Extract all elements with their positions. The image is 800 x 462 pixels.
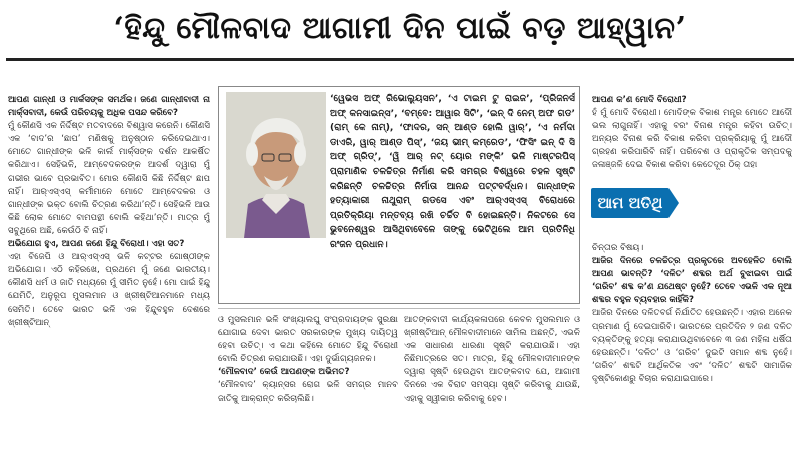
answer-paragraph: ମୁଁ କୌଣସି ଏକ ନିର୍ଦ୍ଦିଷ୍ଟ ମତବାଦରେ ବିଶ୍ୱାସ କରେନି। କୌଣସି ଏକ ‘ବାଦ’ର ‘ଛାପ’ ମଣିଷକୁ ଅନୁଷ୍ଠାନ କରିଦେଇଥାଏ। ମୋତେ ଗାନ୍ଧୀଙ୍କ ଭଳି କାର୍ଲ ମାର୍କ୍ସଙ୍କ ଦର୍ଶନ ଆକର୍ଷିତ କରିଥାଏ। ସେହିଭଳି, ଆମ୍ବେଦକରଙ୍କ ଆଦର୍ଶ ଦ୍ୱାରା ମୁଁ ଗଭୀର ଭାବେ ପ୍ରଭାବିତ। ମୋର କୌଣସି କିଛି ନିର୍ଦ୍ଦିଷ୍ଟ ଛାପ ନାହିଁ। ଆର୍‌ଏସ୍‌ଏସ୍ କର୍ମୀମାନେ ମୋତେ ଆମ୍ବେଦକର ଓ ଗାନ୍ଧୀଙ୍କ ଭକ୍ତ ବୋଲି ଚିତ୍ରଣ କରିଥା’ନ୍ତି। ସେହିଭଳି ଆଉ କିଛି ଲୋକ ମୋତେ ବାମପନ୍ଥୀ ବୋଲି କହିଥା’ନ୍ତି। ମାତ୍ର ମୁଁ ସବୁଥିରେ ଅଛି, କେଉଁଠି ବି ନାହିଁ। — [8, 121, 210, 236]
headline: ‘ହିନ୍ଦୁ ମୌଳବାଦ ଆଗାମୀ ଦିନ ପାଇଁ ବଡ଼ ଆହ୍ୱାନ’ — [113, 10, 687, 46]
question-paragraph: ଆଜିର ଦିନରେ ଚଳଚ୍ଚିତ୍ର ପ୍ରକୃତରେ ଅବହେଳିତ ବୋଲି ଆପଣ ଭାବନ୍ତି? ‘ଦଳିତ’ ଶବ୍ଦର ଅର୍ଥ ବୁଝାଇବା ପାଇଁ ‘ଗରିବ’ ଶବ୍ଦ କ’ଣ ଯଥେଷ୍ଟ ନୁହେଁ? ତେବେ ଏଭଳି ଏକ ନୂଆ ଶବ୍ଦର ବହୁଳ ବ୍ୟବହାର କାହିଁକି? — [592, 256, 792, 306]
column-3 — [404, 314, 580, 458]
guest-badge: ଆମ ଅତିଥି — [591, 188, 669, 218]
intro-text: ‘ୱେଭସ ଅଫ୍ ରିଭୋଲ୍ୟୁସନ’, ‘ଏ ଟାଇମ ଟୁ ରାଇଜ’, ‘ପ୍ରିଜନର୍ସ ଅଫ୍ କନସାଇନ୍ସ’, ‘ବମ୍ବେ: ଆୱାର ସିଟି’, ‘ଇନ୍ ଦି ନେମ୍ ଅଫ ଗଡ’ (ରାମ୍ କେ ନାମ୍), ‘ଫାଦର, ସନ୍ ଆଣ୍ଡ ହୋଲି ୱାର୍’, ‘ଏ ନର୍ମଦା ଡାଏରି, ୱାର୍ ଆଣ୍ଡ ପିସ୍’, ‘ଜୟ ଭୀମ୍ କମ୍ରେଡ’, ‘ଫିସିଂ ଇନ୍ ଦି ସି ଅଫ୍ ଗ୍ରିଡ୍’, ‘ୱି ଆର୍ ନଟ୍ ୟୋର ମଙ୍କି’ ଭଳି ମାଷ୍ଟରପିସ୍ ପ୍ରାମାଣିକ ଚଳଚ୍ଚିତ୍ର ନିର୍ମାଣ କରି ସମଗ୍ର ବିଶ୍ୱରେ ଚହଳ ସୃଷ୍ଟି କରିଛନ୍ତି ଚଳଚ୍ଚିତ୍ର ନିର୍ମାତା ଆନନ୍ଦ ପଟ୍ଟବର୍ଦ୍ଧନ। ଗାନ୍ଧୀଙ୍କ ହତ୍ୟାକାରୀ ନାଥୁରାମ୍ ଗଡସେ ଏବଂ ଆର୍‌ଏସ୍‌ଏସ୍ ବିରୋଧରେ ପ୍ରତିକ୍ରିୟା ମନ୍ତବ୍ୟ ରଖି ଚର୍ଚ୍ଚିତ ବି ହୋଇଛନ୍ତି। ନିକଟରେ ସେ ଭୁବନେଶ୍ୱର ଆସିଥିବାବେଳେ ତାଙ୍କୁ ଭେଟିଥିଲେ ଆମ ପ୍ରତିନିଧି ରଂଜନ ପ୍ରଧାନ। — [330, 93, 575, 250]
box-bottom-rule — [218, 308, 580, 309]
question-paragraph: ଆପଣ କ’ଣ ମୋଦି ବିରୋଧୀ? — [592, 95, 687, 105]
column-4-side — [684, 190, 792, 242]
answer-paragraph: ଏହା ବିଜେପି ଓ ଆର୍‌ଏସ୍‌ଏସ୍ ଭଳି କଟ୍ଟର ଗୋଷ୍ଠୀଙ୍କ ଅଭିଯୋଗ। ଏଠି କହିରଖେ, ପ୍ରଥମେ ମୁଁ ଜଣେ ଭାରତୀୟ। କୌଣସି ଧର୍ମ ଓ ଜାତି ମଧ୍ୟରେ ମୁଁ ସୀମିତ ନୁହେଁ। ମୋ ପାଇଁ ହିନ୍ଦୁ ଯେମିତି, ଅନୁରୂପ ମୁସଲମାନ ଓ ଖ୍ରୀଷ୍ଟିଆନମାନେ ମଧ୍ୟ ସେମିତି। ତେବେ ଭାରତ ଭଳି ଏକ ହିନ୍ଦୁବହୁଳ ଦେଶରେ ଖ୍ରୀଷ୍ଟିଆନ୍ — [8, 252, 210, 328]
column-4-bottom — [592, 242, 792, 458]
headline-rule — [6, 58, 794, 61]
question-paragraph: ଅଭିଯୋଗ ହୁଏ, ଆପଣ ଜଣେ ହିନ୍ଦୁ ବିରୋଧୀ। ଏହା ସତ? — [8, 239, 185, 250]
answer-paragraph: ଚିନ୍ତାର ବିଷୟ। — [592, 243, 644, 253]
guest-badge-arrow — [669, 188, 679, 218]
author-photo — [226, 92, 326, 238]
question-paragraph: ଆପଣ ଗାନ୍ଧୀ ଓ ମାର୍କସଙ୍କ ସମର୍ଥକ। ଜଣେ ଗାନ୍ଧୀବାଦୀ ନା ମାର୍କ୍ସବାଦୀ, କେଉଁ ପରିଚୟକୁ ଅଧିକ ପସନ୍ଦ କରିବେ? — [8, 95, 210, 119]
answer-paragraph: ଆଜିର ଦିନରେ ଦଳିତବର୍ଗ ନିର୍ଯାତିତ ହେଉଛନ୍ତି। ଏହାର ଅନେକ ପ୍ରମାଣ ମୁଁ ଦେଇପାରିବି। ଭାରତରେ ପ୍ରତିଦିନ ୨ ଜଣ ଦଳିତ ବ୍ୟକ୍ତିଙ୍କୁ ହତ୍ୟା କରାଯାଉଥିବାବେଳେ ୩ ଜଣ ମହିଳା ଧର୍ଷିତା ହେଉଛନ୍ତି। ‘ଦଳିତ’ ଓ ‘ଗରିବ’ ଦୁଇଟି ସମାନ ଶବ୍ଦ ନୁହେଁ। ‘ଗରିବ’ ଶବ୍ଦଟି ଆର୍ଥିକତିକ ଏବଂ ‘ଦଳିତ’ ଶବ୍ଦଟି ସାମାଜିକ ଦୃଷ୍ଟିକୋଣରୁ ବିଚାର କରାଯାଇପାରେ। — [592, 308, 792, 384]
question-paragraph: ‘ମୌଳବାଦ’ କେଉଁ ଆପଣଙ୍କ ଅଭିମତ? — [218, 367, 350, 378]
column-2 — [218, 314, 398, 458]
answer-paragraph: ଓ ମୁସଲମାନ ଭଳି ସଂଖ୍ୟାଲଘୁ ସଂପ୍ରଦାୟଙ୍କ ସୁରକ୍ଷା ଯୋଗାଇ ଦେବା ଭାରତ ସରକାରଙ୍କ ମୁଖ୍ୟ ଦାୟିତ୍ୱ ହେବା ଉଚିତ୍। ଏ କଥା କହିଲେ ମୋତେ ହିନ୍ଦୁ ବିରୋଧୀ ବୋଲି ଚିତ୍ରଣ କରାଯାଉଛି। ଏହା ଦୁର୍ଭାଗ୍ୟଜନକ। — [218, 315, 398, 365]
column-4-top — [592, 94, 792, 186]
answer-paragraph: ହଁ ମୁଁ ମୋଦି ବିରୋଧୀ। ମୋଦିଙ୍କ ବିକାଶ ମନ୍ତ୍ର ମୋତେ ଆଦୌ ଭଲ ଲାଗୁନାହିଁ। ଏହାକୁ ବରଂ ବିନାଶ ମନ୍ତ୍ର କହିବା ଉଚିତ୍। ଅନ୍ୟର ବିନାଶ କରି ବିକାଶ କରିବା ପ୍ରକ୍ରିୟାକୁ ମୁଁ ଆଦୌ ଗ୍ରହଣ କରିପାରିବି ନାହିଁ। ପରିବେଶ ଓ ପ୍ରାକୃତିକ ସମ୍ପଦକୁ ଜଳାଞ୍ଜଳି ଦେଇ ବିକାଶ କରିବା କେତେଦୂର ଠିକ୍ ତାହା — [592, 108, 792, 171]
answer-paragraph: ‘ମୌଳବାଦ’ କ୍ୟାନ୍‌ସର ରୋଗ ଭଳି ସମଗ୍ର ମାନବ ଜାତିକୁ ଆକ୍ରାନ୍ତ କରିଚାଲିଛି। — [218, 380, 398, 404]
portrait-image — [226, 92, 326, 238]
answer-paragraph: ଆତଙ୍କବାଦୀ କାର୍ଯ୍ୟକଳାପରେ କେବଳ ମୁସଲମାନ ଓ ଖ୍ରୀଷ୍ଟିଆନ୍ ମୌଳବାଦୀମାନେ ସାମିଲ ଅଛନ୍ତି, ଏଭଳି ଏକ ସାଧାରଣ ଧାରଣା ସୃଷ୍ଟି କରାଯାଉଛି। ଏହା ନିଛିମାତ୍ରରେ ସତ। ମାତ୍ର, ହିନ୍ଦୁ ମୌଳବାଦୀମାନଙ୍କ ଦ୍ୱାରା ସୃଷ୍ଟି ହେଉଥିବା ଆତଙ୍କବାଦ ଯେ, ଆଗାମୀ ଦିନରେ ଏକ ବିରାଟ ସମସ୍ୟା ସୃଷ୍ଟି କରିବାକୁ ଯାଉଛି, ଏହାକୁ ସ୍ୱୀକାର କରିବାକୁ ହେବ। — [404, 315, 580, 404]
column-1 — [8, 94, 210, 458]
